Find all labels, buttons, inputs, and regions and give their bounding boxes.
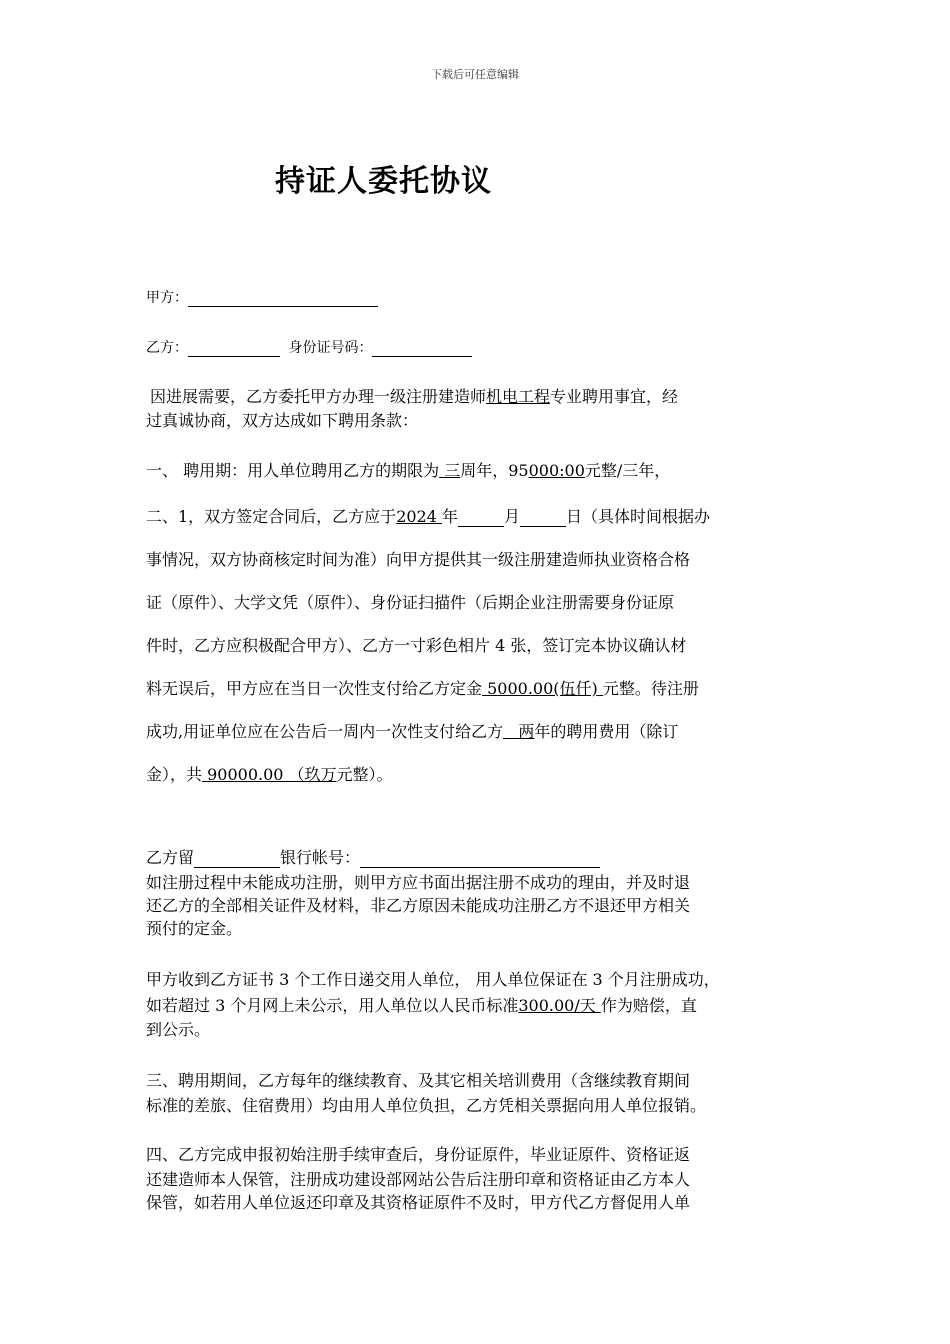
refund-line-3: 预付的定金。 bbox=[146, 919, 243, 938]
deposit-amount: 5000.00(伍仟) bbox=[487, 679, 598, 698]
clause2-line-3: 证（原件）、大学文凭（原件）、身份证扫描件（后期企业注册需要身份证原 bbox=[146, 593, 675, 612]
intro-line-2: 过真诚协商，双方达成如下聘用条款： bbox=[146, 411, 419, 430]
fee-years: 两 bbox=[518, 722, 535, 741]
page-title: 持证人委托协议 bbox=[275, 164, 492, 199]
party-a-blank bbox=[188, 290, 378, 307]
party-b-label: 乙方： bbox=[146, 340, 188, 356]
id-label: 身份证号码： bbox=[288, 340, 373, 356]
compensation-rate: 300.00/天 bbox=[518, 996, 596, 1015]
header-note: 下载后可任意编辑 bbox=[431, 68, 519, 81]
refund-line-2: 还乙方的全部相关证件及材料，非乙方原因未能成功注册乙方不退还甲方相关 bbox=[146, 896, 691, 915]
specialty: 机电工程 bbox=[486, 387, 551, 406]
intro-line-1: 因进展需要，乙方委托甲方办理一级注册建造师机电工程专业聘用事宜，经 bbox=[150, 387, 679, 406]
compensation-line-1: 甲方收到乙方证书 3 个工作日递交用人单位， 用人单位保证在 3 个月注册成功， bbox=[146, 970, 720, 989]
party-b-line bbox=[146, 337, 472, 357]
clause2-line-1: 二、1，双方签定合同后，乙方应于2024 年 月 日（具体时间根据办 bbox=[146, 507, 711, 526]
term-years: 三 bbox=[444, 461, 461, 480]
clause2-line-7: 金），共 90000.00 （玖万元整）。 bbox=[146, 765, 393, 784]
clause3-line-1: 三、聘用期间，乙方每年的继续教育、及其它相关培训费用（含继续教育期间 bbox=[146, 1071, 691, 1090]
sign-year: 2024 bbox=[396, 507, 437, 526]
compensation-line-2: 如若超过 3 个月网上未公示，用人单位以人民币标准300.00/天 作为赔偿，直 bbox=[146, 996, 697, 1015]
total-amount: 90000.00 （玖万 bbox=[207, 765, 337, 784]
clause4-line-2: 还建造师本人保管，注册成功建设部网站公告后注册印章和资格证由乙方本人 bbox=[146, 1170, 691, 1189]
compensation-line-3: 到公示。 bbox=[146, 1020, 211, 1039]
month-blank bbox=[458, 508, 504, 527]
clause4-line-3: 保管，如若用人单位返还印章及其资格证原件不及时，甲方代乙方督促用人单 bbox=[146, 1193, 691, 1212]
bank-line: 乙方留 银行帐号： bbox=[146, 845, 600, 868]
party-a-label: 甲方： bbox=[146, 290, 188, 306]
clause2-line-4: 件时，乙方应积极配合甲方）、乙方一寸彩色相片 4 张，签订完本协议确认材 bbox=[146, 636, 687, 655]
clause2-line-6: 成功,用证单位应在公告后一周内一次性支付给乙方 两年的聘用费用（除订 bbox=[146, 722, 679, 741]
party-a-line bbox=[146, 287, 378, 307]
clause3-line-2: 标准的差旅、住宿费用）均由用人单位负担，乙方凭相关票据向用人单位报销。 bbox=[146, 1096, 707, 1115]
day-blank bbox=[520, 508, 566, 527]
term-line: 一、 聘用期：用人单位聘用乙方的期限为 三周年，95000:00元整/三年， bbox=[146, 461, 671, 480]
clause2-line-2: 事情况，双方协商核定时间为准）向甲方提供其一级注册建造师执业资格合格 bbox=[146, 550, 691, 569]
bank-name-blank bbox=[194, 849, 280, 868]
bank-account-blank bbox=[360, 849, 600, 868]
refund-line-1: 如注册过程中未能成功注册，则甲方应书面出据注册不成功的理由，并及时退 bbox=[146, 873, 691, 892]
clause4-line-1: 四、乙方完成申报初始注册手续审查后，身份证原件，毕业证原件、资格证返 bbox=[146, 1145, 691, 1164]
term-amount: 000:00 bbox=[528, 461, 585, 480]
party-b-blank bbox=[188, 340, 280, 357]
clause2-line-5: 料无误后，甲方应在当日一次性支付给乙方定金 5000.00(伍仟) 元整。待注册 bbox=[146, 679, 699, 698]
id-blank bbox=[372, 340, 472, 357]
